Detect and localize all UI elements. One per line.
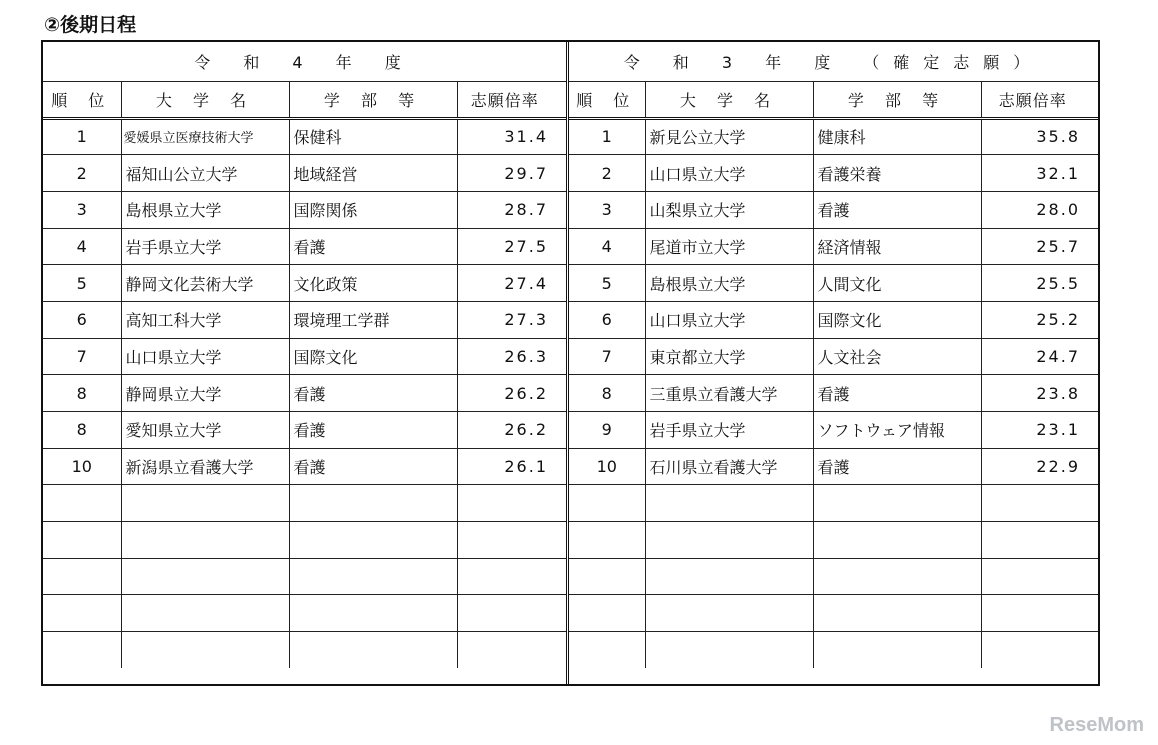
cell-faculty: 文化政策	[289, 265, 457, 302]
cell-rate: 24.7	[981, 338, 1098, 375]
header-faculty: 学 部 等	[289, 81, 457, 118]
table-row	[43, 155, 566, 192]
cell-faculty: 看護	[289, 228, 457, 265]
cell-rank: 6	[569, 301, 645, 338]
cell-rate: 25.2	[981, 301, 1098, 338]
cell-university: 新潟県立看護大学	[121, 448, 289, 485]
cell-faculty: 人文社会	[813, 338, 981, 375]
table-row	[43, 265, 566, 302]
table-row	[43, 338, 566, 375]
cell-faculty	[289, 632, 457, 669]
cell-university: 尾道市立大学	[645, 228, 813, 265]
cell-rank: 4	[569, 228, 645, 265]
cell-rank	[569, 595, 645, 632]
cell-university: 静岡文化芸術大学	[121, 265, 289, 302]
cell-rate	[457, 595, 566, 632]
cell-faculty	[813, 558, 981, 595]
cell-faculty	[289, 522, 457, 559]
cell-faculty: 国際文化	[813, 301, 981, 338]
empty-row	[43, 522, 566, 559]
cell-university: 山口県立大学	[121, 338, 289, 375]
cell-university: 山口県立大学	[645, 301, 813, 338]
empty-row	[43, 595, 566, 632]
cell-rank: 10	[43, 448, 121, 485]
cell-faculty: 保健科	[289, 118, 457, 155]
header-rate: 志願倍率	[981, 81, 1098, 118]
cell-faculty: 看護	[289, 412, 457, 449]
cell-rate: 27.4	[457, 265, 566, 302]
table-reiwa3	[569, 42, 1098, 684]
empty-row	[43, 485, 566, 522]
empty-row	[43, 632, 566, 669]
cell-rate	[981, 595, 1098, 632]
cell-faculty: 看護	[813, 375, 981, 412]
cell-university: 静岡県立大学	[121, 375, 289, 412]
cell-rate: 26.2	[457, 375, 566, 412]
cell-rank: 2	[43, 155, 121, 192]
cell-faculty: 国際関係	[289, 191, 457, 228]
cell-rate	[457, 522, 566, 559]
cell-rate: 32.1	[981, 155, 1098, 192]
cell-university	[121, 485, 289, 522]
cell-rate: 26.3	[457, 338, 566, 375]
table-row	[569, 118, 1098, 155]
cell-university: 山梨県立大学	[645, 191, 813, 228]
cell-university: 山口県立大学	[645, 155, 813, 192]
cell-university: 福知山公立大学	[121, 155, 289, 192]
ranking-table	[41, 40, 1100, 686]
cell-university: 島根県立大学	[645, 265, 813, 302]
cell-faculty	[289, 485, 457, 522]
cell-faculty: 看護	[813, 448, 981, 485]
cell-university: 島根県立大学	[121, 191, 289, 228]
cell-university	[645, 595, 813, 632]
cell-faculty: 環境理工学群	[289, 301, 457, 338]
table-row	[569, 301, 1098, 338]
cell-university	[121, 522, 289, 559]
cell-university: 高知工科大学	[121, 301, 289, 338]
table-row	[43, 448, 566, 485]
table-row	[569, 265, 1098, 302]
cell-rate: 23.8	[981, 375, 1098, 412]
cell-university: 岩手県立大学	[645, 412, 813, 449]
cell-rate	[981, 632, 1098, 669]
cell-faculty: 看護	[289, 375, 457, 412]
cell-rate	[457, 632, 566, 669]
cell-university: 愛知県立大学	[121, 412, 289, 449]
empty-row	[569, 485, 1098, 522]
cell-university: 新見公立大学	[645, 118, 813, 155]
cell-rate: 35.8	[981, 118, 1098, 155]
cell-rate	[457, 485, 566, 522]
cell-faculty: 経済情報	[813, 228, 981, 265]
cell-university: 東京都立大学	[645, 338, 813, 375]
cell-rate: 28.0	[981, 191, 1098, 228]
table-row	[43, 191, 566, 228]
cell-rate: 26.2	[457, 412, 566, 449]
table-row	[569, 448, 1098, 485]
cell-university: 石川県立看護大学	[645, 448, 813, 485]
cell-rank: 8	[569, 375, 645, 412]
header-rate: 志願倍率	[457, 81, 566, 118]
header-faculty: 学 部 等	[813, 81, 981, 118]
cell-rank: 8	[43, 412, 121, 449]
cell-university	[121, 595, 289, 632]
cell-rate: 29.7	[457, 155, 566, 192]
header-university: 大 学 名	[121, 81, 289, 118]
table-row	[569, 338, 1098, 375]
cell-faculty: 看護	[289, 448, 457, 485]
table-reiwa4	[43, 42, 569, 684]
cell-rank	[43, 595, 121, 632]
table-row	[569, 228, 1098, 265]
cell-rank: 8	[43, 375, 121, 412]
cell-rate: 23.1	[981, 412, 1098, 449]
cell-university	[121, 632, 289, 669]
cell-faculty	[813, 485, 981, 522]
cell-rate	[457, 558, 566, 595]
cell-rank: 2	[569, 155, 645, 192]
cell-rate: 27.5	[457, 228, 566, 265]
cell-rate: 26.1	[457, 448, 566, 485]
cell-rank	[43, 485, 121, 522]
cell-rate: 25.7	[981, 228, 1098, 265]
cell-faculty: 地域経営	[289, 155, 457, 192]
cell-rate	[981, 558, 1098, 595]
cell-rate: 25.5	[981, 265, 1098, 302]
table-row	[43, 228, 566, 265]
cell-rank: 6	[43, 301, 121, 338]
cell-faculty: ソフトウェア情報	[813, 412, 981, 449]
table-row	[569, 191, 1098, 228]
empty-row	[43, 558, 566, 595]
table-row	[43, 412, 566, 449]
cell-rank: 7	[569, 338, 645, 375]
cell-rate: 31.4	[457, 118, 566, 155]
cell-university	[645, 558, 813, 595]
cell-rank	[569, 558, 645, 595]
cell-faculty: 看護栄養	[813, 155, 981, 192]
empty-row	[569, 558, 1098, 595]
cell-rate: 28.7	[457, 191, 566, 228]
cell-university: 岩手県立大学	[121, 228, 289, 265]
cell-rank: 9	[569, 412, 645, 449]
cell-faculty	[289, 558, 457, 595]
cell-rank: 1	[569, 118, 645, 155]
cell-faculty: 人間文化	[813, 265, 981, 302]
header-rank: 順 位	[569, 81, 645, 118]
table-row	[569, 412, 1098, 449]
cell-university	[645, 522, 813, 559]
empty-row	[569, 522, 1098, 559]
empty-row	[569, 595, 1098, 632]
cell-rate	[981, 522, 1098, 559]
cell-university: 愛媛県立医療技術大学	[121, 118, 289, 155]
table-row	[569, 155, 1098, 192]
table-row	[43, 375, 566, 412]
empty-row	[569, 632, 1098, 669]
cell-faculty	[813, 522, 981, 559]
cell-faculty	[813, 632, 981, 669]
cell-rank	[43, 632, 121, 669]
cell-rank: 5	[569, 265, 645, 302]
header-rank: 順 位	[43, 81, 121, 118]
cell-university: 三重県立看護大学	[645, 375, 813, 412]
cell-faculty: 健康科	[813, 118, 981, 155]
cell-rank	[43, 558, 121, 595]
cell-rate: 22.9	[981, 448, 1098, 485]
cell-rank: 10	[569, 448, 645, 485]
cell-rank	[43, 522, 121, 559]
cell-rank: 7	[43, 338, 121, 375]
cell-rank	[569, 485, 645, 522]
cell-rate	[981, 485, 1098, 522]
cell-faculty: 看護	[813, 191, 981, 228]
cell-rank	[569, 632, 645, 669]
cell-faculty: 国際文化	[289, 338, 457, 375]
cell-faculty	[289, 595, 457, 632]
table-row	[43, 118, 566, 155]
cell-faculty	[813, 595, 981, 632]
header-university: 大 学 名	[645, 81, 813, 118]
cell-rank: 1	[43, 118, 121, 155]
cell-rank: 5	[43, 265, 121, 302]
cell-rank: 3	[569, 191, 645, 228]
table-row	[569, 375, 1098, 412]
cell-rate: 27.3	[457, 301, 566, 338]
section-heading: ②後期日程	[44, 14, 137, 36]
table-caption: 令 和 4 年 度	[43, 42, 566, 81]
cell-rank: 3	[43, 191, 121, 228]
table-row	[43, 301, 566, 338]
cell-university	[121, 558, 289, 595]
cell-university	[645, 632, 813, 669]
resemom-logo: ReseMom	[1049, 714, 1144, 736]
table-caption: 令 和 3 年 度 （確定志願）	[569, 42, 1098, 81]
cell-rank	[569, 522, 645, 559]
cell-university	[645, 485, 813, 522]
cell-rank: 4	[43, 228, 121, 265]
